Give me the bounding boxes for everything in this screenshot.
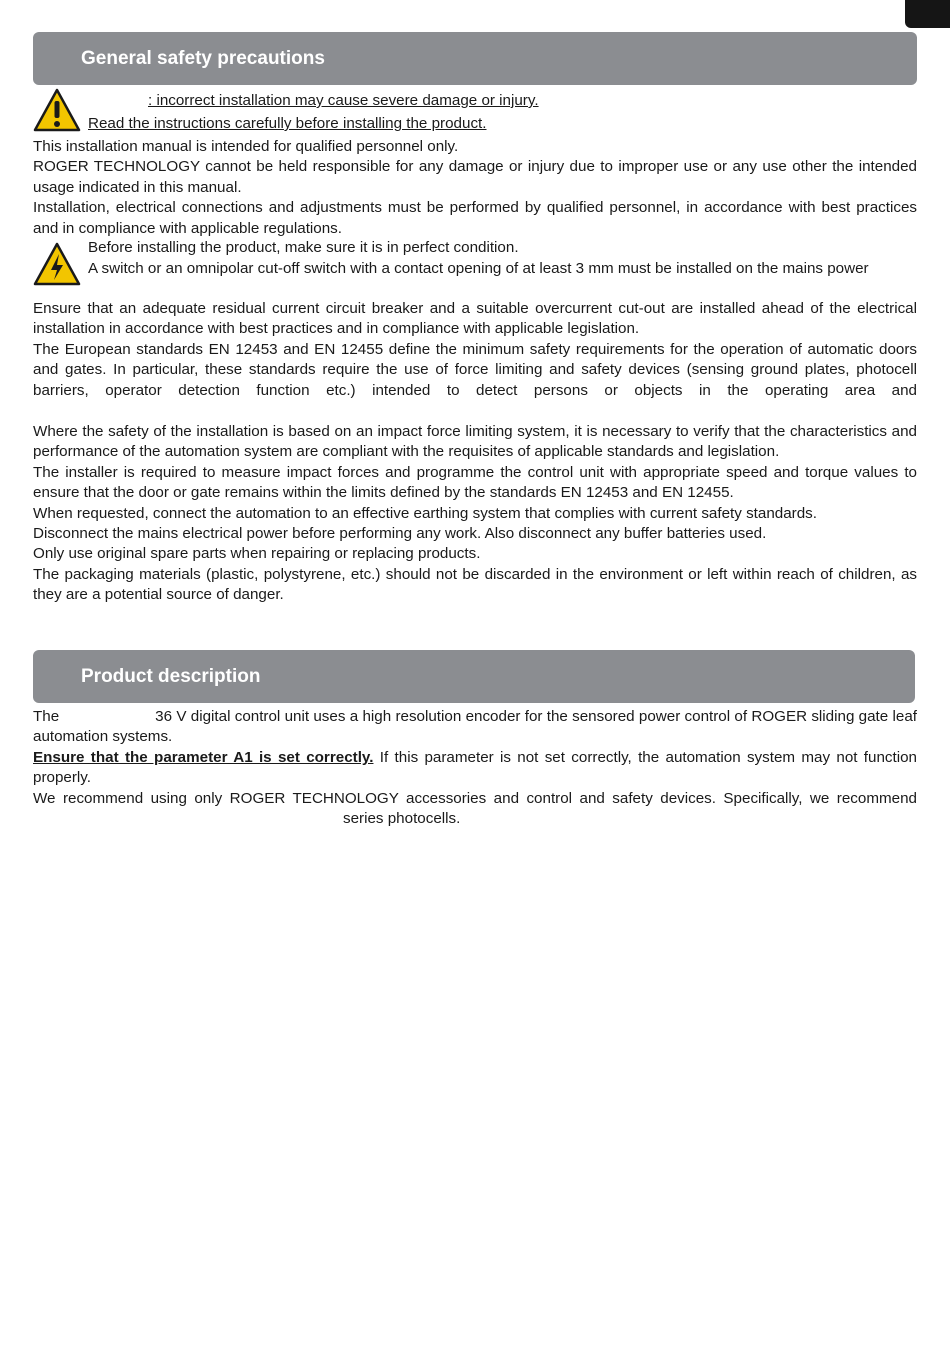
para-installer: The installer is required to measure impact forces and programme the control unit with appropriate speed and torque values to ensure that the door or gate remains within the limits defined by the standards EN 12453 and EN 12455. (33, 463, 917, 502)
para-impact: Where the safety of the installation is based on an impact force limiting system, it is necessary to verify that the characteristics and performance of the automation system are compliant with the requisites of applicable standards and legislation. (33, 423, 917, 461)
para-european: The European standards EN 12453 and EN 12455 define the minimum safety requirements for the operation of automatic doors and gates. In particular, these standards require the use of force limiting and safety devices (sensing ground plates, photocell barriers, operator detection function etc.) intended to detect persons or objects in the operating area and (33, 340, 917, 399)
para-photocells: series photocells. (343, 810, 461, 828)
safety-block-1 (33, 137, 917, 239)
para-recommend: We recommend using only ROGER TECHNOLOGY accessories and control and safety devices. Specifically, we recommend (33, 789, 917, 807)
warning-line-2: Read the instructions carefully before installing the product. (88, 115, 487, 132)
elec-line-2: A switch or an omnipolar cut-off switch with a contact opening of at least 3 mm must be installed on the mains power (88, 260, 869, 277)
elec-line-1: Before installing the product, make sure it is in perfect condition. (88, 239, 519, 256)
para-qualified: This installation manual is intended for qualified personnel only. (33, 138, 459, 155)
para-parameter: Ensure that the parameter A1 is set correctly. If this parameter is not set correctly, the automation system may not function properly. (33, 748, 917, 787)
product-block (33, 707, 917, 829)
para-residual: Ensure that an adequate residual current circuit breaker and a suitable overcurrent cut-out are installed ahead of the electrical installation in accordance with best practices and in compliance with applicable legislation. (33, 300, 917, 338)
para-installation: Installation, electrical connections and adjustments must be performed by qualified personnel, in accordance with best practices and in compliance with applicable regulations. (33, 199, 917, 237)
para-description: The 36 V digital control unit uses a high resolution encoder for the sensored power control of ROGER sliding gate leaf automation systems. (33, 708, 917, 746)
para-roger: ROGER TECHNOLOGY cannot be held responsible for any damage or injury due to improper use or any use other the intended usage indicated in this manual. (33, 158, 917, 196)
section-title: Product description (81, 666, 261, 687)
corner-tab (905, 0, 950, 28)
section-header-safety (33, 32, 917, 85)
para-earthing: When requested, connect the automation to an effective earthing system that complies with current safety standards. (33, 504, 817, 522)
safety-block-2 (33, 299, 917, 401)
safety-block-3 (33, 422, 917, 606)
para-spare: Only use original spare parts when repairing or replacing products. (33, 545, 481, 563)
para-disconnect: Disconnect the mains electrical power before performing any work. Also disconnect any buffer batteries used. (33, 525, 767, 543)
warning-line-1: : incorrect installation may cause severe damage or injury. (148, 92, 539, 109)
section-title: General safety precautions (81, 48, 325, 69)
warning-triangle-icon (33, 88, 81, 132)
para-packaging: The packaging materials (plastic, polystyrene, etc.) should not be discarded in the environment or left within reach of children, as they are a potential source of danger. (33, 565, 917, 604)
parameter-warning: Ensure that the parameter A1 is set correctly. (33, 748, 374, 766)
section-header-product (33, 650, 915, 703)
electric-hazard-icon (33, 242, 81, 286)
